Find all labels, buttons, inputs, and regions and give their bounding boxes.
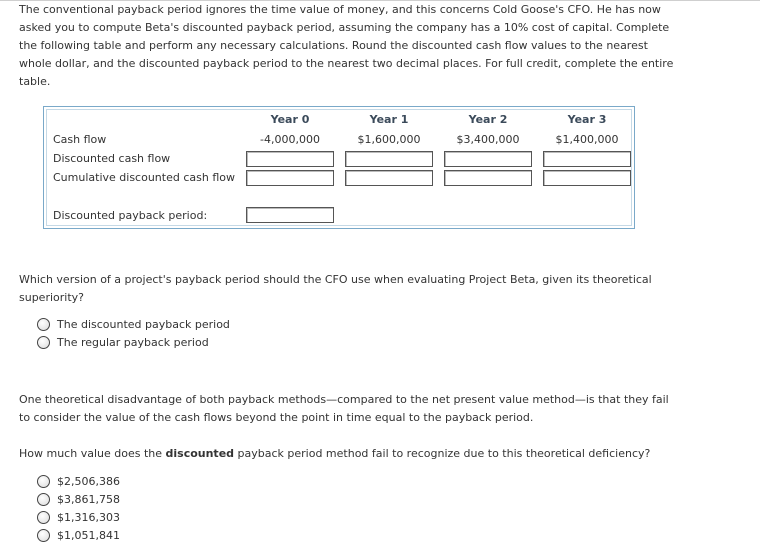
radio-icon[interactable]	[37, 336, 50, 349]
q2-option-3[interactable]	[37, 508, 120, 526]
cash-flow-year-3: $1,400,000	[555, 133, 619, 146]
q1-option-discounted[interactable]	[37, 315, 230, 333]
discounted-cf-input-year-3[interactable]	[543, 151, 631, 167]
cash-flow-year-0: -4,000,000	[260, 133, 320, 146]
payback-period-label: Discounted payback period:	[53, 209, 208, 222]
radio-icon[interactable]	[37, 475, 50, 488]
cumulative-cf-input-year-1[interactable]	[345, 170, 433, 186]
disadvantage-paragraph: One theoretical disadvantage of both payback methods—compared to the net present value method—is that they fail to consider the value of the cash flows beyond the point in time equal to the payback period.	[19, 393, 669, 424]
discounted-cf-input-year-2[interactable]	[444, 151, 532, 167]
discounted-cash-flow-label: Discounted cash flow	[53, 152, 171, 165]
q1-option-label: The discounted payback period	[57, 317, 230, 331]
q2-option-2[interactable]	[37, 490, 120, 508]
q1-question: Which version of a project's payback period should the CFO use when evaluating Project Beta, given its theoretical superiority?	[19, 273, 652, 304]
year-2-header: Year 2	[468, 113, 508, 126]
year-0-header: Year 0	[270, 113, 310, 126]
radio-icon[interactable]	[37, 511, 50, 524]
discounted-cf-input-year-1[interactable]	[345, 151, 433, 167]
q2-option-label: $1,051,841	[57, 528, 120, 542]
cumulative-cf-input-year-0[interactable]	[246, 170, 334, 186]
cash-flow-label: Cash flow	[53, 133, 107, 146]
cumulative-cf-input-year-2[interactable]	[444, 170, 532, 186]
cash-flow-year-2: $3,400,000	[456, 133, 520, 146]
cumulative-cf-input-year-3[interactable]	[543, 170, 631, 186]
year-1-header: Year 1	[369, 113, 409, 126]
q2-option-label: $3,861,758	[57, 492, 120, 506]
q2-option-label: $2,506,386	[57, 474, 120, 488]
payback-period-input[interactable]	[246, 207, 334, 223]
q2-option-1[interactable]	[37, 472, 120, 490]
radio-icon[interactable]	[37, 318, 50, 331]
discounted-cf-input-year-0[interactable]	[246, 151, 334, 167]
q2-option-4[interactable]	[37, 526, 120, 544]
q2-text-post: payback period method fail to recognize due to this theoretical deficiency?	[234, 447, 651, 460]
year-3-header: Year 3	[567, 113, 607, 126]
q2-text-bold: discounted	[165, 447, 235, 460]
q2-option-label: $1,316,303	[57, 510, 120, 524]
q1-option-label: The regular payback period	[57, 335, 209, 349]
intro-paragraph: The conventional payback period ignores the time value of money, and this concerns Cold Goose's CFO. He has now asked you to compute Beta's discounted payback period, assuming the company has a 10% cost of capital. Complete the following table and perform any necessary calculations. Round the discounted cash flow values to the nearest whole dollar, and the discounted payback period to the nearest two decimal places. For full credit, complete the entire table.	[19, 3, 674, 88]
q2-question	[19, 445, 679, 463]
radio-icon[interactable]	[37, 529, 50, 542]
q2-text-pre: How much value does the	[19, 447, 166, 460]
cash-flow-year-1: $1,600,000	[357, 133, 421, 146]
cumulative-discounted-label: Cumulative discounted cash flow	[53, 171, 235, 184]
q1-option-regular[interactable]	[37, 333, 209, 351]
radio-icon[interactable]	[37, 493, 50, 506]
